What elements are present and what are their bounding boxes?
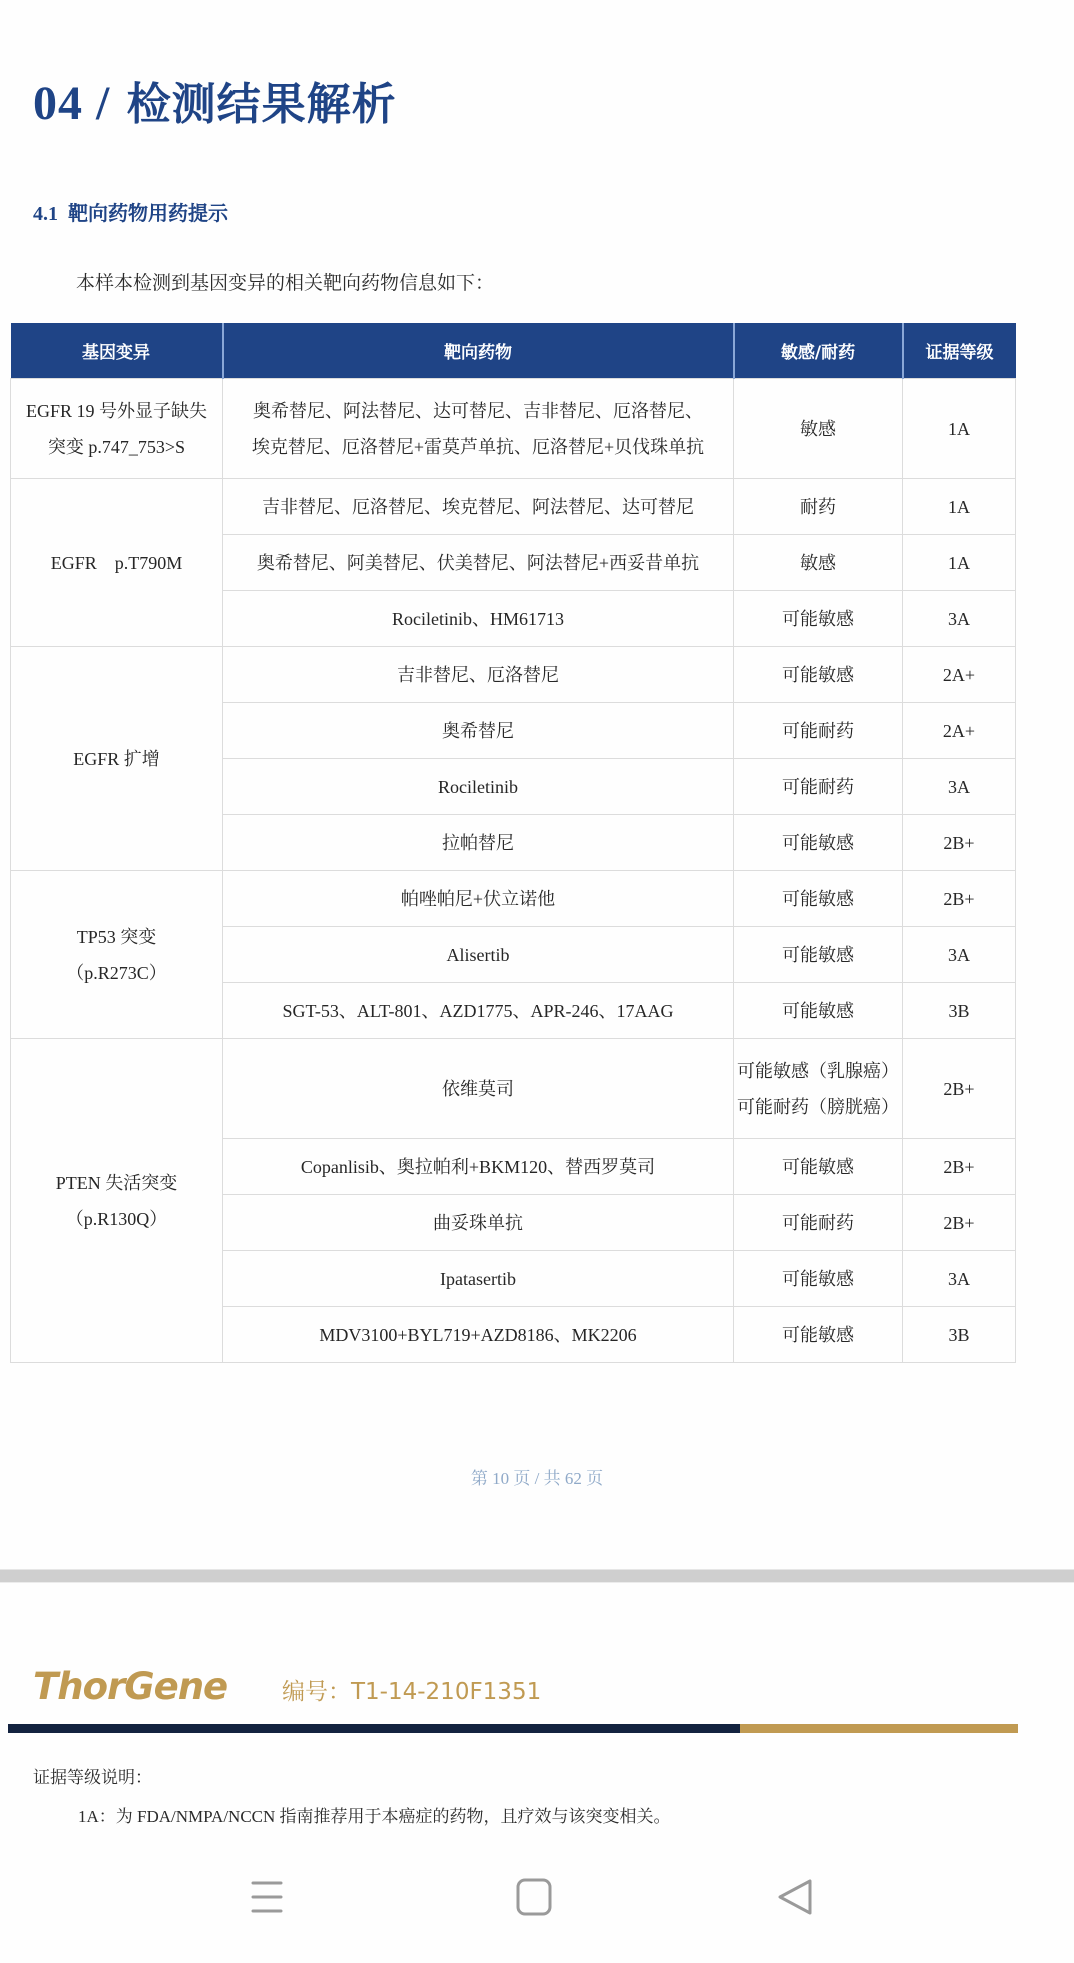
response-cell	[734, 479, 903, 535]
variant-text: EGFR 19 号外显子缺失	[25, 400, 207, 421]
response-cell	[734, 1251, 903, 1307]
table-header-row	[11, 323, 1016, 379]
drug-cell	[223, 927, 734, 983]
drug-cell-text: Rociletinib	[438, 776, 518, 797]
drug-cell	[223, 1251, 734, 1307]
page-separator	[0, 1569, 1074, 1583]
evidence-level-cell: 2B+	[903, 1195, 1016, 1251]
table-row	[11, 379, 1016, 479]
section-title-text: 靶向药物用药提示	[68, 201, 228, 225]
home-button[interactable]	[509, 1872, 559, 1922]
variant-cell	[11, 871, 223, 1039]
drug-cell-text: 奥希替尼、阿美替尼、伏美替尼、阿法替尼+西妥昔单抗	[256, 552, 700, 573]
drug-cell-text: Ipatasertib	[440, 1268, 516, 1289]
variant-text: TP53 突变	[76, 926, 157, 947]
response-cell-text: 可能耐药	[782, 1212, 854, 1233]
drug-cell	[223, 1039, 734, 1139]
response-cell-text: 敏感	[800, 418, 836, 439]
page-title	[33, 68, 397, 132]
response-cell	[734, 703, 903, 759]
response-cell-text: 耐药	[800, 496, 836, 517]
variant-text: EGFR p.T790M	[50, 552, 183, 573]
response-cell	[734, 1139, 903, 1195]
drug-cell-text: 奥希替尼、阿法替尼、达可替尼、吉非替尼、厄洛替尼、	[253, 400, 703, 421]
drug-cell-text: MDV3100+BYL719+AZD8186、MK2206	[319, 1324, 637, 1345]
response-cell-text: 敏感	[800, 552, 836, 573]
evidence-level-cell: 2B+	[903, 1139, 1016, 1195]
evidence-level-cell: 3B	[903, 983, 1016, 1039]
response-cell-text: 可能耐药	[782, 776, 854, 797]
intro-text: 本样本检测到基因变异的相关靶向药物信息如下：	[76, 273, 495, 294]
table-row	[11, 479, 1016, 535]
drug-cell	[223, 1139, 734, 1195]
response-cell-text: 可能耐药	[782, 720, 854, 741]
response-cell	[734, 1039, 903, 1139]
section-number: 4.1	[33, 203, 58, 225]
drug-cell	[223, 647, 734, 703]
response-cell	[734, 379, 903, 479]
table-body	[11, 379, 1016, 1363]
header-rule-navy	[8, 1724, 740, 1733]
variant-text: 突变 p.747_753>S	[47, 436, 186, 457]
variant-cell	[11, 379, 223, 479]
column-header-variant: 基因变异	[11, 323, 223, 379]
column-header-evidence-level: 证据等级	[903, 323, 1016, 379]
variant-text: PTEN 失活突变	[55, 1172, 178, 1193]
back-button[interactable]	[770, 1872, 820, 1922]
header-rule-gold	[740, 1724, 1018, 1733]
response-cell	[734, 647, 903, 703]
column-header-response: 敏感/耐药	[734, 323, 903, 379]
page-number: 第 10 页 / 共 62 页	[470, 1469, 604, 1488]
drug-cell-text: 吉非替尼、厄洛替尼	[397, 664, 559, 685]
drug-cell	[223, 1195, 734, 1251]
document-id: 编号：T1-14-210F1351	[282, 1679, 542, 1705]
thorgene-logo: ThorGene	[33, 1665, 228, 1708]
variant-text: （p.R130Q）	[65, 1208, 168, 1229]
evidence-level-cell: 2B+	[903, 871, 1016, 927]
drug-cell	[223, 759, 734, 815]
drug-cell	[223, 591, 734, 647]
response-cell	[734, 535, 903, 591]
drug-cell	[223, 983, 734, 1039]
response-cell	[734, 815, 903, 871]
evidence-level-cell: 3A	[903, 1251, 1016, 1307]
response-cell-text: 可能敏感	[782, 664, 854, 685]
drug-cell	[223, 815, 734, 871]
back-icon	[777, 1878, 813, 1916]
table-row	[11, 871, 1016, 927]
column-header-drug: 靶向药物	[223, 323, 734, 379]
variant-cell	[11, 479, 223, 647]
menu-icon	[251, 1879, 283, 1915]
response-cell-text: 可能敏感	[782, 1000, 854, 1021]
variant-cell	[11, 1039, 223, 1363]
evidence-legend-item: 1A：为 FDA/NMPA/NCCN 指南推荐用于本癌症的药物，且疗效与该突变相关。	[78, 1807, 671, 1826]
section-title	[33, 197, 228, 226]
response-cell	[734, 927, 903, 983]
table-row	[11, 1039, 1016, 1139]
evidence-level-cell: 1A	[903, 379, 1016, 479]
drug-cell-text: 依维莫司	[442, 1078, 514, 1099]
response-cell-text: 可能敏感（乳腺癌）	[737, 1060, 899, 1081]
response-cell	[734, 1307, 903, 1363]
response-cell	[734, 1195, 903, 1251]
page-title-number: 04 /	[33, 77, 111, 130]
page-title-text: 检测结果解析	[126, 79, 397, 130]
response-cell	[734, 871, 903, 927]
response-cell-text: 可能敏感	[782, 944, 854, 965]
drug-cell-text: SGT-53、ALT-801、AZD1775、APR-246、17AAG	[282, 1000, 674, 1021]
response-cell-text: 可能耐药（膀胱癌）	[737, 1096, 899, 1117]
drug-cell	[223, 1307, 734, 1363]
evidence-level-cell: 3A	[903, 927, 1016, 983]
drug-cell	[223, 535, 734, 591]
drug-cell-text: Alisertib	[446, 944, 510, 965]
response-cell-text: 可能敏感	[782, 1324, 854, 1345]
response-cell-text: 可能敏感	[782, 1156, 854, 1177]
response-cell-text: 可能敏感	[782, 1268, 854, 1289]
response-cell-text: 可能敏感	[782, 608, 854, 629]
drug-cell-text: 曲妥珠单抗	[433, 1212, 523, 1233]
evidence-level-cell: 2B+	[903, 1039, 1016, 1139]
targeted-drug-table	[10, 323, 1016, 1363]
response-cell	[734, 591, 903, 647]
response-cell	[734, 983, 903, 1039]
evidence-level-cell: 3A	[903, 591, 1016, 647]
evidence-legend-title: 证据等级说明：	[33, 1768, 152, 1787]
variant-cell	[11, 647, 223, 871]
drug-cell-text: Copanlisib、奥拉帕利+BKM120、替西罗莫司	[300, 1156, 656, 1177]
drug-cell-text: Rociletinib、HM61713	[392, 608, 564, 629]
variant-text: EGFR 扩增	[73, 748, 160, 769]
drug-cell	[223, 479, 734, 535]
evidence-level-cell: 1A	[903, 479, 1016, 535]
home-icon	[516, 1878, 552, 1916]
evidence-level-cell: 1A	[903, 535, 1016, 591]
response-cell-text: 可能敏感	[782, 832, 854, 853]
drug-cell-text: 奥希替尼	[442, 720, 514, 741]
evidence-level-cell: 3A	[903, 759, 1016, 815]
recent-apps-button[interactable]	[242, 1872, 292, 1922]
evidence-level-cell: 2A+	[903, 647, 1016, 703]
drug-cell	[223, 703, 734, 759]
evidence-level-cell: 3B	[903, 1307, 1016, 1363]
drug-cell	[223, 379, 734, 479]
variant-text: （p.R273C）	[66, 962, 167, 983]
response-cell	[734, 759, 903, 815]
drug-cell	[223, 871, 734, 927]
evidence-level-cell: 2A+	[903, 703, 1016, 759]
response-cell-text: 可能敏感	[782, 888, 854, 909]
evidence-level-cell: 2B+	[903, 815, 1016, 871]
drug-cell-text: 拉帕替尼	[442, 832, 514, 853]
table-row	[11, 647, 1016, 703]
drug-cell-text: 帕唑帕尼+伏立诺他	[400, 888, 556, 909]
drug-cell-text: 埃克替尼、厄洛替尼+雷莫芦单抗、厄洛替尼+贝伐珠单抗	[251, 436, 705, 457]
drug-cell-text: 吉非替尼、厄洛替尼、埃克替尼、阿法替尼、达可替尼	[262, 496, 694, 517]
